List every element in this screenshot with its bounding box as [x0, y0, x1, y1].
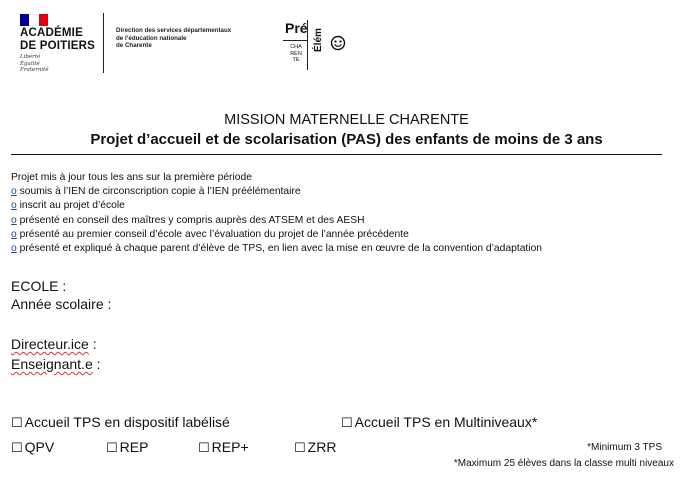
- dsden-name: Direction des services départementaux de l’éducation nationale de Charente: [116, 27, 232, 50]
- field-enseignant: Enseignant.e :: [11, 356, 101, 372]
- smiley-icon: [330, 35, 346, 51]
- intro-list: [11, 171, 542, 256]
- title-project: Projet d’accueil et de scolarisation (PAS) des enfants de moins de 3 ans: [90, 131, 603, 148]
- republic-flag: [20, 14, 48, 26]
- field-directeur: Directeur.ice :: [11, 336, 97, 352]
- academie-name: ACADÉMIE DE POITIERS: [20, 27, 96, 52]
- checkbox-icon[interactable]: ☐: [11, 416, 23, 431]
- list-item: o inscrit au projet d’école: [11, 200, 125, 212]
- checkbox-icon[interactable]: ☐: [106, 441, 118, 456]
- logo-elem-text: Élém: [313, 28, 324, 52]
- option-qpv[interactable]: ☐ QPV: [11, 439, 55, 456]
- title-mission: MISSION MATERNELLE CHARENTE: [224, 112, 469, 128]
- list-item: o présenté et expliqué à chaque parent d’élève de TPS, en lien avec la mise en œuvre de la convention d’adaptation: [11, 243, 543, 255]
- checkbox-icon[interactable]: ☐: [198, 441, 210, 456]
- list-item: o soumis à l’IEN de circonscription copie à l’IEN préélémentaire: [11, 186, 301, 198]
- intro-first-line: Projet mis à jour tous les ans sur la première période: [11, 172, 252, 183]
- title-rule: [11, 154, 662, 155]
- option-accueil-multiniveaux[interactable]: ☐ Accueil TPS en Multiniveaux*: [341, 414, 538, 431]
- field-ecole: ECOLE :: [11, 278, 67, 294]
- header-divider: [103, 13, 104, 73]
- option-accueil-labelise[interactable]: ☐ Accueil TPS en dispositif labélisé: [11, 414, 230, 431]
- list-item: o présenté en conseil des maîtres y compris auprès des ATSEM et des AESH: [11, 214, 365, 226]
- option-rep-plus[interactable]: ☐ REP+: [198, 439, 249, 456]
- note-maximum: *Maximum 25 élèves dans la classe multi niveaux: [453, 458, 674, 469]
- checkbox-icon[interactable]: ☐: [294, 441, 306, 456]
- checkbox-icon[interactable]: ☐: [11, 441, 23, 456]
- option-zrr[interactable]: ☐ ZRR: [294, 439, 337, 456]
- republic-motto: Liberté Égalité Fraternité: [20, 54, 49, 73]
- list-item: o présenté au premier conseil d’école avec l’évaluation du projet de l’année précédente: [11, 228, 409, 240]
- note-minimum: *Minimum 3 TPS: [587, 442, 662, 453]
- logo-pre-text: Pré: [285, 20, 308, 36]
- checkbox-icon[interactable]: ☐: [341, 416, 353, 431]
- logo-horizontal-rule: [283, 40, 307, 41]
- logo-charente-text: CHA REN TE: [290, 44, 302, 63]
- option-rep[interactable]: ☐ REP: [106, 439, 149, 456]
- field-annee-scolaire: Année scolaire :: [11, 296, 112, 312]
